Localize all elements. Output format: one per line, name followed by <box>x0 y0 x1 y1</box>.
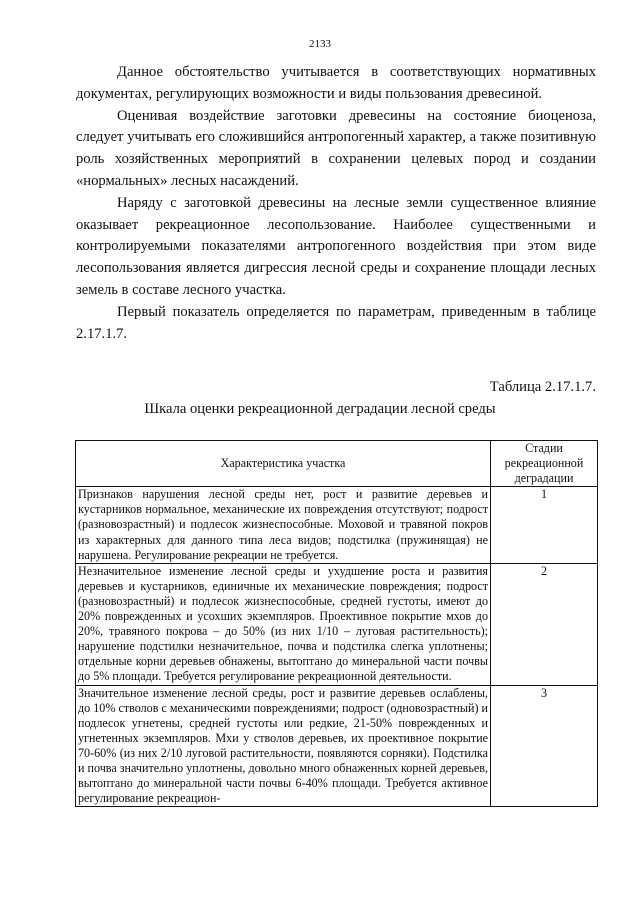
table-title: Шкала оценки рекреационной деградации лесной среды <box>144 401 496 417</box>
row-stage: 2 <box>491 563 598 685</box>
paragraph: Оценивая воздействие заготовки древесины на состояние биоценоза, следует учитывать его сложившийся антропогенный характер, а также позитивную роль хозяйственных мероприятий в сохранении целевых пород и создании «нормальных» лесных насаждений. <box>76 107 596 189</box>
degradation-table <box>75 440 598 807</box>
table-header-row <box>76 441 598 487</box>
body-text <box>76 62 596 345</box>
paragraph: Наряду с заготовкой древесины на лесные земли существенное влияние оказывает рекреационное лесопользование. Наиболее существенными и контролируемыми показателями антропогенного воздействия при этом виде лесопользования является дигрессия лесной среды и сохранение площади лесных земель в составе лесного участка. <box>76 194 596 298</box>
header-characteristic: Характеристика участка <box>76 441 491 487</box>
row-description: Значительное изменение лесной среды, рост и развитие деревьев ослаблены, до 10% стволов с механическими повреждениями; подрост (одновозрастный) и подлесок угнетены, средней густоты или редкие, 21-50% поврежденных и угнетенных экземпляров. Мхи у стволов деревьев, их проективное покрытие 70-60% (из них 2/10 луговой растительности, появляются сорняки). Подстилка и почва значительно уплотнены, довольно много обнаженных корней деревьев, вытоптано до минеральной части почвы 6-40% площади. Требуется активное регулирование рекреацион- <box>76 685 491 807</box>
table-row <box>76 487 598 563</box>
table-row <box>76 685 598 807</box>
row-description: Незначительное изменение лесной среды и ухудшение роста и развития деревьев и кустарников, единичные их механические повреждения; подрост (разновозрастный) и подлесок жизнеспособные, средней густоты, имеют до 20% поврежденных и усохших экземпляров. Проективное покрытие мхов до 20%, травяного покрова – до 50% (из них 1/10 – луговая растительность); нарушение подстилки незначительное, почва и подстилка слегка уплотнены; отдельные корни деревьев обнажены, вытоптано до минеральной части почвы до 5% площади. Требуется регулирование рекреационной деятельности. <box>76 563 491 685</box>
paragraph: Данное обстоятельство учитывается в соответствующих нормативных документах, регулирующих возможности и виды пользования древесиной. <box>76 64 596 102</box>
row-stage: 3 <box>491 685 598 807</box>
paragraph: Первый показатель определяется по параметрам, приведенным в таблице 2.17.1.7. <box>76 303 596 342</box>
page-number: 2133 <box>309 38 331 50</box>
table-row <box>76 563 598 685</box>
row-stage: 1 <box>491 487 598 563</box>
table-number: Таблица 2.17.1.7. <box>489 379 596 395</box>
row-description: Признаков нарушения лесной среды нет, рост и развитие деревьев и кустарников нормальное, механические их повреждения отсутствуют; подрост (разновозрастный) и подлесок жизнеспособные. Моховой и травяной покров из характерных для данного типа леса видов; подстилка (пружинящая) не нарушена. Регулирование рекреации не требуется. <box>76 487 491 563</box>
header-stage: Стадии рекреационной деградации <box>491 441 598 487</box>
